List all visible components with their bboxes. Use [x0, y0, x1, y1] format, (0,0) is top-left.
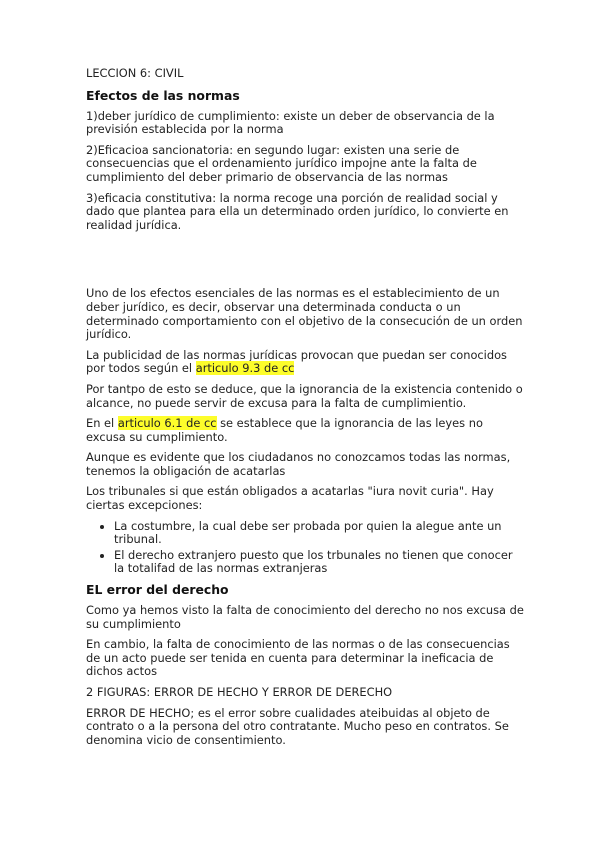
paragraph-tribunales: Los tribunales si que están obligados a acatarlas "iura novit curia". Hay ciertas excepciones:	[86, 484, 494, 513]
paragraph-eficacia-constitutiva: 3)eficacia constitutiva: la norma recoge una porción de realidad social y dado que plantea para ella un determinado orden jurídico, lo convierte en realidad jurídica.	[86, 190, 509, 232]
paragraph-error-de-hecho: ERROR DE HECHO; es el error sobre cualidades ateibuidas al objeto de contrato o a la persona del otro contratante. Mucho peso en contratos. Se denomina vicio de consentimiento.	[86, 705, 509, 747]
exceptions-list	[86, 520, 526, 576]
paragraph-dos-figuras: 2 FIGURAS: ERROR DE HECHO Y ERROR DE DERECHO	[86, 685, 393, 699]
paragraph-en-cambio: En cambio, la falta de conocimiento de las normas o de las consecuencias de un acto puede ser tenida en cuenta para determinar la ineficacia de dichos actos	[86, 637, 510, 679]
section-heading-error-derecho: EL error del derecho	[86, 582, 229, 598]
highlight-articulo-9-3: articulo 9.3 de cc	[195, 361, 295, 376]
paragraph-articulo-6-1	[86, 417, 526, 444]
paragraph-ignorancia: Por tantpo de esto se deduce, que la ignorancia de la existencia contenido o alcance, no puede servir de excusa para la falta de cumplimientio.	[86, 381, 523, 410]
articulo-6-1-post: se establece que la ignorancia de las leyes no excusa su cumplimiento.	[86, 416, 483, 444]
articulo-6-1-pre: En el	[86, 416, 118, 431]
blank-space	[86, 239, 526, 287]
paragraph-acatarlas: Aunque es evidente que los ciudadanos no conozcamos todas las normas, tenemos la obligación de acatarlas	[86, 450, 511, 478]
paragraph-eficacia-sancionatoria: 2)Eficacioa sancionatoria: en segundo lugar: existen una serie de consecuencias que el ordenamiento jurídico impojne ante la falta de cumplimiento del deber primario de observancia de las normas	[86, 142, 477, 184]
paragraph-publicidad	[86, 349, 526, 376]
list-item: • La costumbre, la cual debe ser probada por quien la alegue ante un tribunal.	[114, 520, 526, 547]
list-item: • El derecho extranjero puesto que los trbunales no tienen que conocer la totalifad de las normas extranjeras	[114, 549, 526, 576]
section-heading-efectos: Efectos de las normas	[86, 87, 240, 103]
paragraph-deber-juridico: 1)deber jurídico de cumplimiento: existe un deber de observancia de la previsión establecida por la norma	[86, 108, 495, 137]
paragraph-falta-conocimiento: Como ya hemos visto la falta de conocimiento del derecho no nos excusa de su cumplimiento	[86, 603, 524, 631]
highlight-articulo-6-1: articulo 6.1 de cc	[117, 416, 217, 431]
publicidad-text: La publicidad de las normas jurídicas provocan que puedan ser conocidos por todos según el	[86, 347, 507, 376]
paragraph-efectos-esenciales: Uno de los efectos esenciales de las normas es el establecimiento de un deber jurídico, es decir, observar una determinada conducta o un determinado comportamiento con el objetivo de la consecución de un orden jurídico.	[86, 286, 523, 342]
document-body	[86, 67, 526, 754]
lesson-title: LECCION 6: CIVIL	[86, 66, 184, 80]
